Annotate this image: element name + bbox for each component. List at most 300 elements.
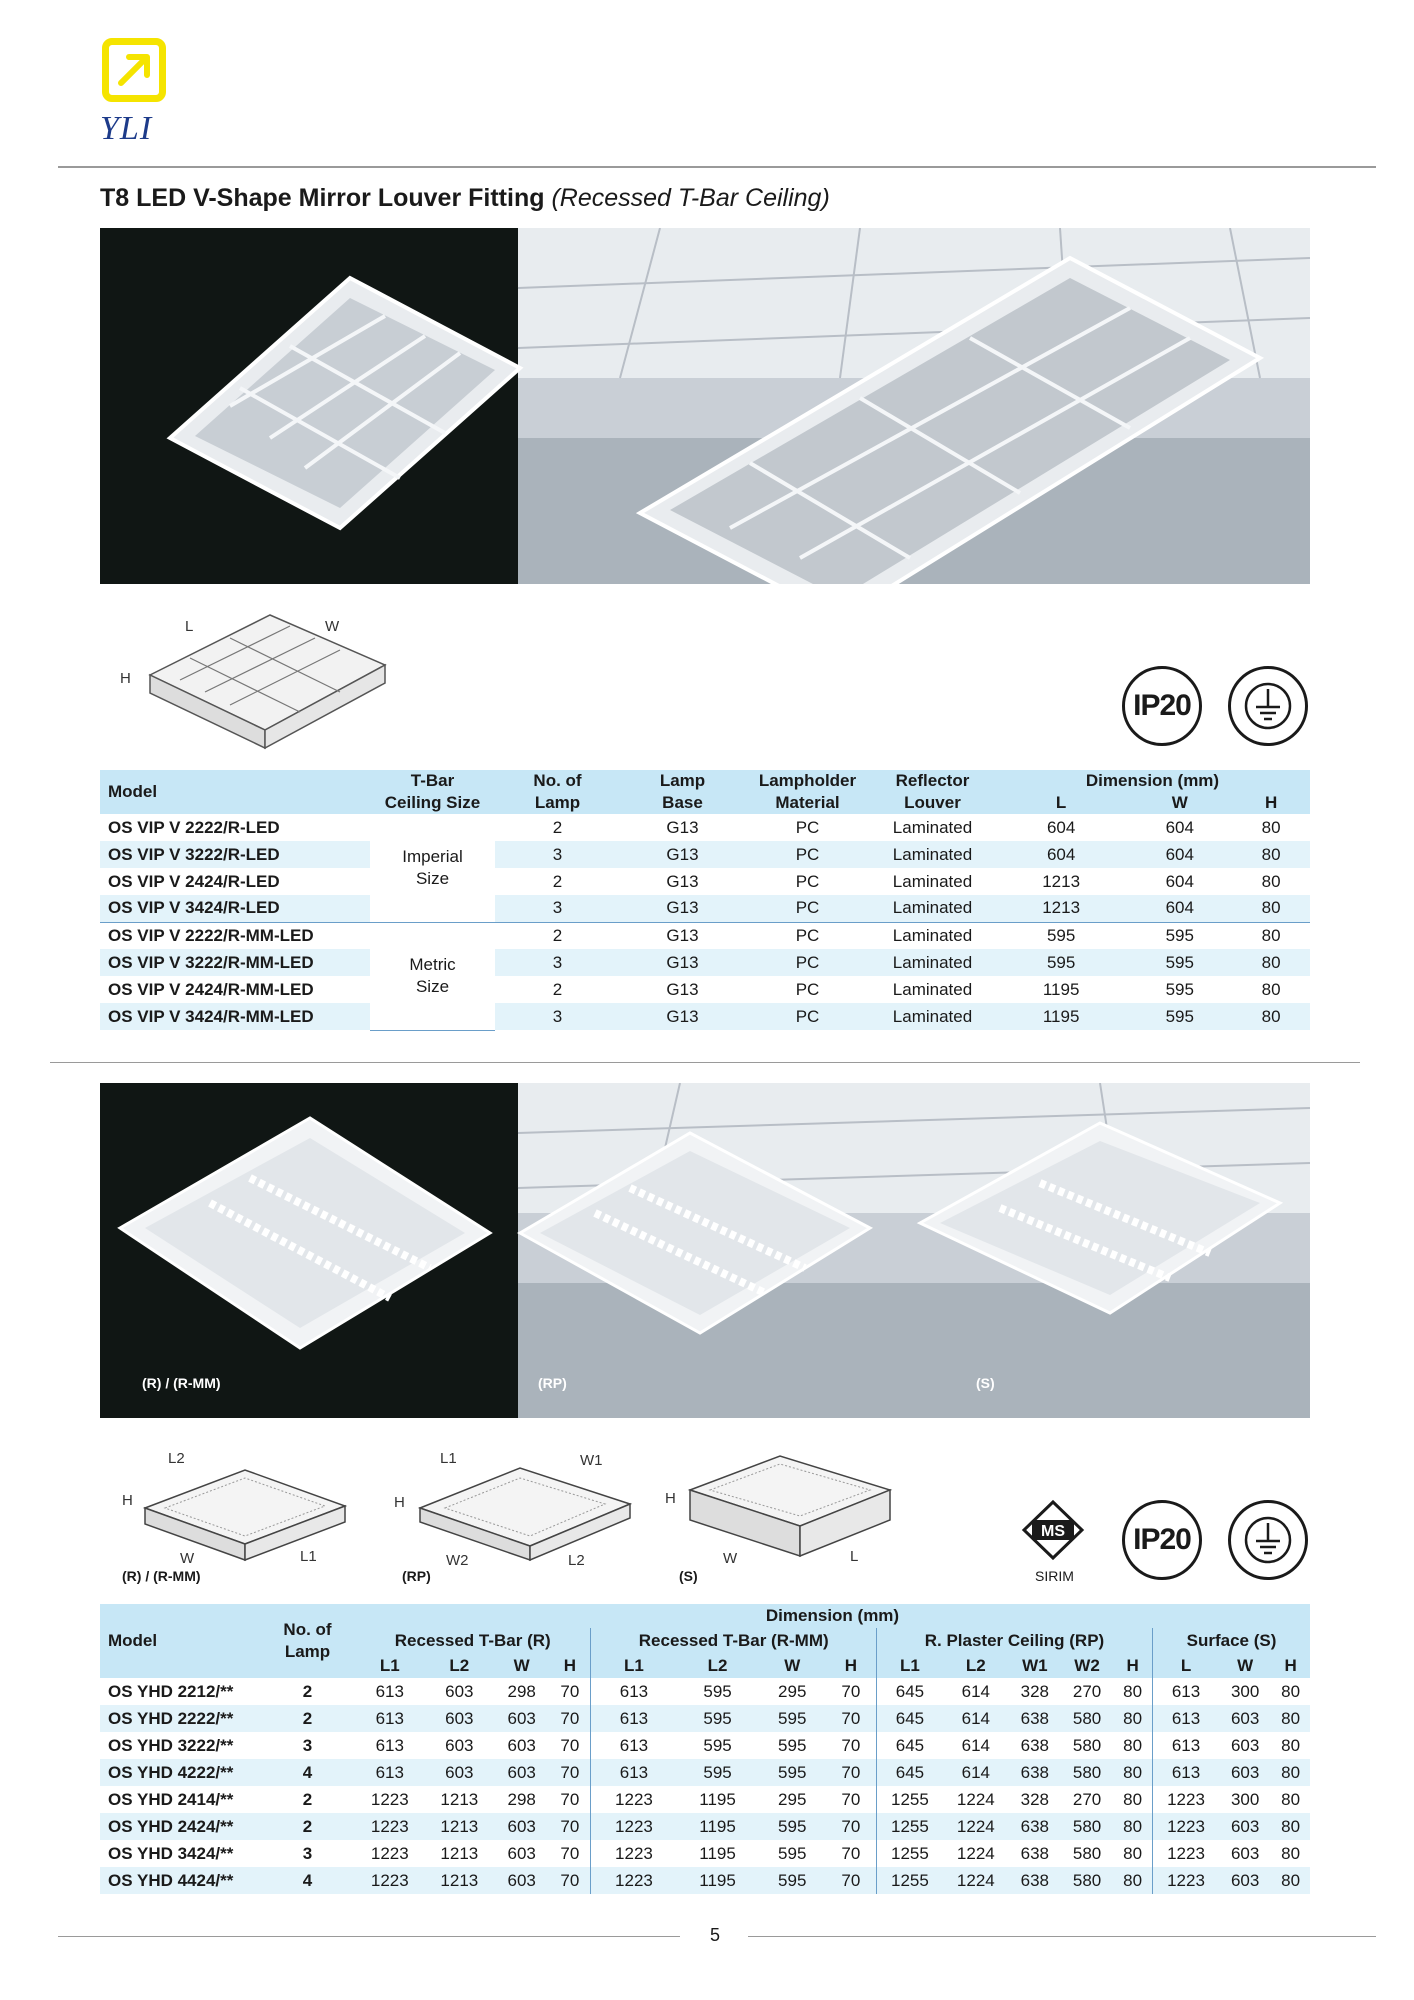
- cell-model: OS YHD 2414/**: [108, 1789, 234, 1809]
- table-row: [100, 814, 1310, 841]
- table-row: [100, 1678, 1310, 1705]
- photo-label-r: (R) / (R-MM): [142, 1375, 221, 1391]
- title-main: T8 LED V-Shape Mirror Louver Fitting: [100, 184, 545, 212]
- cell-rmm-1: 1195: [699, 1789, 736, 1809]
- cell-rp-3: 270: [1072, 1681, 1102, 1701]
- cell-lampholder: PC: [795, 817, 820, 837]
- th2-s-l: L: [1153, 1654, 1220, 1678]
- cell-r-2: 298: [507, 1789, 536, 1809]
- diagram-rp-label-h: H: [394, 1494, 405, 1511]
- cell-r-3: 70: [549, 1813, 591, 1840]
- footer-divider-left: [58, 1936, 680, 1937]
- cell-s-2: 80: [1281, 1843, 1301, 1863]
- cell-rmm-1: 1195: [699, 1843, 736, 1863]
- cell-r-1: 603: [445, 1735, 474, 1755]
- cell-model: OS VIP V 2222/R-MM-LED: [100, 922, 370, 949]
- th2-plaster-rp: R. Plaster Ceiling (RP): [876, 1628, 1152, 1654]
- cell-rmm-2: 595: [778, 1843, 807, 1863]
- cell-r-2: 603: [494, 1759, 549, 1786]
- table-row: [100, 1867, 1310, 1894]
- cell-s-2: 80: [1281, 1789, 1301, 1809]
- cell-r-0: 613: [355, 1759, 425, 1786]
- th2-dimension: Dimension (mm): [355, 1604, 1310, 1628]
- cell-model: OS VIP V 3222/R-MM-LED: [100, 949, 370, 976]
- th2-recessed-rmm: Recessed T-Bar (R-MM): [591, 1628, 876, 1654]
- th2-r-h: H: [549, 1654, 591, 1678]
- cell-dim-l: 604: [1046, 817, 1076, 837]
- cell-rmm-2: 295: [778, 1789, 807, 1809]
- ms-sirim-icon: [1018, 1498, 1088, 1568]
- earth-ground-icon: [1228, 666, 1308, 746]
- louver-dimension-diagram: [120, 610, 400, 760]
- cell-rp-4: 80: [1113, 1705, 1152, 1732]
- cell-rp-3: 580: [1061, 1759, 1113, 1786]
- cell-lamp-base: G13: [620, 922, 745, 949]
- th-w: W: [1127, 792, 1232, 814]
- table-row: [100, 976, 1310, 1003]
- cell-dim-l: 595: [995, 922, 1127, 949]
- cell-rp-4: 80: [1123, 1735, 1143, 1755]
- cell-lampholder: PC: [795, 871, 820, 891]
- diagram-r-label-l1: L1: [300, 1548, 317, 1565]
- cell-dim-l: 1213: [995, 895, 1127, 922]
- th2-model: Model: [100, 1604, 260, 1678]
- cell-lampholder: PC: [745, 1003, 870, 1030]
- cell-dim-l: 604: [995, 841, 1127, 868]
- cell-rmm-0: 1223: [591, 1840, 676, 1867]
- cell-no-of-lamp: 2: [302, 1681, 313, 1701]
- product-photo-diffuser: [100, 1083, 1310, 1418]
- diagram-recessed-r: [100, 1448, 350, 1588]
- cell-model: OS VIP V 3424/R-LED: [100, 895, 370, 922]
- cell-rp-0: 1255: [876, 1840, 943, 1867]
- th2-s-h: H: [1271, 1654, 1310, 1678]
- cell-rp-4: 80: [1113, 1867, 1152, 1894]
- diffuser-spec-table: [100, 1604, 1310, 1894]
- cell-dim-w: 595: [1165, 979, 1194, 999]
- diagram-rp-label-w1: W1: [580, 1452, 603, 1469]
- table-row: [100, 868, 1310, 895]
- cell-reflector: Laminated: [892, 817, 973, 837]
- cell-rmm-0: 1223: [591, 1786, 676, 1813]
- table-row: [100, 1840, 1310, 1867]
- cell-dim-w: 604: [1165, 871, 1194, 891]
- cell-rmm-3: 70: [826, 1759, 877, 1786]
- diagram-plaster-rp: [390, 1448, 640, 1588]
- cell-r-1: 603: [425, 1759, 495, 1786]
- cell-rp-4: 80: [1113, 1813, 1152, 1840]
- cell-model: OS YHD 3222/**: [108, 1735, 234, 1755]
- table-row: [100, 949, 1310, 976]
- table-row: [100, 1003, 1310, 1030]
- cell-s-1: 300: [1230, 1681, 1260, 1701]
- cell-model: OS YHD 4222/**: [100, 1759, 260, 1786]
- cell-s-1: 603: [1230, 1735, 1260, 1755]
- cell-lamp-base: G13: [620, 949, 745, 976]
- cell-no-of-lamp: 3: [495, 841, 620, 868]
- cell-s-0: 1223: [1153, 1813, 1220, 1840]
- cell-no-of-lamp: 3: [495, 895, 620, 922]
- section-divider: [50, 1062, 1360, 1063]
- cell-rmm-0: 1223: [591, 1867, 676, 1894]
- cell-rp-0: 645: [876, 1759, 943, 1786]
- footer-divider-right: [748, 1936, 1376, 1937]
- cell-dim-h: 80: [1261, 817, 1281, 837]
- cell-dim-w: 604: [1127, 895, 1232, 922]
- cell-rp-2: 328: [1020, 1789, 1050, 1809]
- ip20-badge-2: IP20: [1122, 1500, 1202, 1580]
- table-row: [100, 1786, 1310, 1813]
- cell-s-2: 80: [1271, 1867, 1310, 1894]
- cell-rmm-0: 1223: [591, 1813, 676, 1840]
- th2-rp-l1: L1: [876, 1654, 943, 1678]
- cell-dim-h: 80: [1232, 949, 1310, 976]
- cell-no-of-lamp: 2: [552, 871, 563, 891]
- cell-rp-2: 638: [1020, 1735, 1050, 1755]
- cell-s-0: 613: [1153, 1732, 1220, 1759]
- cell-reflector: Laminated: [870, 841, 995, 868]
- cell-rp-1: 614: [961, 1735, 991, 1755]
- cell-no-of-lamp: 4: [260, 1867, 355, 1894]
- cell-rp-4: 80: [1113, 1759, 1152, 1786]
- cell-model: OS VIP V 2424/R-LED: [108, 871, 280, 891]
- cell-r-2: 603: [507, 1843, 536, 1863]
- cell-r-3: 70: [560, 1789, 580, 1809]
- cell-lamp-base: G13: [666, 979, 699, 999]
- cell-rmm-3: 70: [841, 1789, 861, 1809]
- cell-rmm-2: 295: [778, 1681, 807, 1701]
- cell-rmm-3: 70: [826, 1813, 877, 1840]
- photo-label-s: (S): [976, 1375, 995, 1391]
- table-row: [100, 1813, 1310, 1840]
- th-h: H: [1232, 792, 1310, 814]
- cell-rmm-3: 70: [841, 1735, 861, 1755]
- th2-rp-w2: W2: [1061, 1654, 1113, 1678]
- cell-r-0: 613: [375, 1681, 404, 1701]
- diagram-label-w: W: [325, 618, 340, 635]
- cell-model: OS VIP V 2424/R-MM-LED: [108, 979, 314, 999]
- cell-model: OS YHD 3424/**: [108, 1843, 234, 1863]
- cell-rp-3: 580: [1072, 1843, 1102, 1863]
- cell-dim-h: 80: [1232, 841, 1310, 868]
- cell-rp-3: 270: [1072, 1789, 1102, 1809]
- cell-no-of-lamp: 2: [302, 1789, 313, 1809]
- cell-rp-3: 580: [1072, 1735, 1102, 1755]
- th-l: L: [995, 792, 1127, 814]
- table-row: [100, 922, 1310, 949]
- cell-no-of-lamp: 3: [302, 1735, 313, 1755]
- cell-s-2: 80: [1281, 1681, 1301, 1701]
- cell-r-3: 70: [549, 1705, 591, 1732]
- cell-rmm-3: 70: [826, 1705, 877, 1732]
- diagram-surface-s: [665, 1448, 915, 1588]
- cell-no-of-lamp: 2: [260, 1705, 355, 1732]
- cell-s-2: 80: [1271, 1705, 1310, 1732]
- cell-rmm-2: 595: [778, 1735, 807, 1755]
- cell-r-1: 1213: [440, 1843, 479, 1863]
- cell-rmm-2: 595: [759, 1813, 826, 1840]
- cell-rmm-3: 70: [841, 1843, 861, 1863]
- cell-ceiling-size: Metric Size: [370, 922, 495, 1030]
- cell-r-1: 603: [425, 1705, 495, 1732]
- cell-dim-w: 595: [1127, 1003, 1232, 1030]
- ip20-badge: IP20: [1122, 666, 1202, 746]
- th2-r-w: W: [494, 1654, 549, 1678]
- cell-rp-1: 614: [943, 1759, 1009, 1786]
- cell-lamp-base: G13: [620, 895, 745, 922]
- cell-dim-h: 80: [1232, 922, 1310, 949]
- cell-dim-h: 80: [1232, 895, 1310, 922]
- cell-model: OS VIP V 2222/R-LED: [108, 817, 280, 837]
- cell-dim-w: 604: [1165, 817, 1194, 837]
- cell-dim-l: 595: [995, 949, 1127, 976]
- cell-rp-1: 1224: [943, 1867, 1009, 1894]
- cell-reflector: Laminated: [892, 871, 973, 891]
- cell-r-2: 603: [494, 1867, 549, 1894]
- th2-surface-s: Surface (S): [1153, 1628, 1310, 1654]
- cell-dim-l: 1195: [1042, 979, 1080, 999]
- cell-r-0: 1223: [355, 1813, 425, 1840]
- cell-r-3: 70: [549, 1759, 591, 1786]
- cell-lampholder: PC: [795, 979, 820, 999]
- cell-dim-h: 80: [1261, 871, 1281, 891]
- cell-rp-2: 638: [1020, 1843, 1050, 1863]
- cell-r-2: 298: [507, 1681, 536, 1701]
- cell-r-0: 1223: [370, 1789, 409, 1809]
- cell-lamp-base: G13: [620, 1003, 745, 1030]
- diagram-rp-label-w2: W2: [446, 1552, 469, 1569]
- cell-r-0: 613: [375, 1735, 404, 1755]
- cell-no-of-lamp: 4: [260, 1759, 355, 1786]
- cell-s-1: 603: [1219, 1705, 1271, 1732]
- cell-reflector: Laminated: [870, 895, 995, 922]
- cell-model: OS YHD 4424/**: [100, 1867, 260, 1894]
- diagram-r-label-l2: L2: [168, 1450, 185, 1467]
- cell-r-3: 70: [560, 1681, 580, 1701]
- th2-recessed-r: Recessed T-Bar (R): [355, 1628, 591, 1654]
- th2-r-l1: L1: [355, 1654, 425, 1678]
- cell-s-1: 300: [1230, 1789, 1260, 1809]
- diagram-s-label-h: H: [665, 1490, 676, 1507]
- cell-model: OS YHD 2222/**: [100, 1705, 260, 1732]
- cell-rmm-1: 595: [703, 1735, 732, 1755]
- diagram-label-h: H: [120, 670, 131, 687]
- cell-r-2: 603: [494, 1813, 549, 1840]
- cell-dim-w: 604: [1127, 841, 1232, 868]
- cell-rp-3: 580: [1061, 1705, 1113, 1732]
- cell-rmm-0: 613: [591, 1705, 676, 1732]
- cell-rp-0: 645: [876, 1705, 943, 1732]
- cell-r-1: 1213: [425, 1867, 495, 1894]
- cell-lamp-base: G13: [620, 841, 745, 868]
- cell-dim-h: 80: [1232, 1003, 1310, 1030]
- th-lamp-base: Lamp Base: [620, 770, 745, 814]
- cell-s-1: 603: [1219, 1867, 1271, 1894]
- page-title: [100, 184, 830, 213]
- cell-rp-3: 580: [1061, 1867, 1113, 1894]
- cell-model: OS VIP V 3222/R-LED: [100, 841, 370, 868]
- cell-s-0: 613: [1153, 1705, 1220, 1732]
- cell-r-3: 70: [560, 1843, 580, 1863]
- cell-lampholder: PC: [745, 895, 870, 922]
- earth-ground-icon-2: [1228, 1500, 1308, 1580]
- cell-dim-w: 595: [1127, 922, 1232, 949]
- cell-dim-h: 80: [1261, 979, 1281, 999]
- table-row: [100, 1732, 1310, 1759]
- cell-rmm-1: 595: [676, 1759, 758, 1786]
- photo-label-rp: (RP): [538, 1375, 567, 1391]
- diagram-s-label-w: W: [723, 1550, 738, 1567]
- cell-s-2: 80: [1281, 1735, 1301, 1755]
- cell-rp-3: 580: [1061, 1813, 1113, 1840]
- cell-no-of-lamp: 2: [552, 817, 563, 837]
- cell-s-0: 1223: [1153, 1786, 1220, 1813]
- cell-rmm-0: 613: [591, 1759, 676, 1786]
- th-ceiling-size: T-Bar Ceiling Size: [370, 770, 495, 814]
- cell-rp-2: 638: [1009, 1705, 1061, 1732]
- cell-r-3: 70: [560, 1735, 580, 1755]
- cell-rp-4: 80: [1123, 1843, 1143, 1863]
- cell-s-1: 603: [1219, 1759, 1271, 1786]
- th2-r-l2: L2: [425, 1654, 495, 1678]
- th2-rmm-l2: L2: [676, 1654, 758, 1678]
- cell-s-0: 1223: [1153, 1867, 1220, 1894]
- cell-dim-w: 595: [1127, 949, 1232, 976]
- table-row: [100, 1705, 1310, 1732]
- cell-rmm-1: 595: [676, 1705, 758, 1732]
- diagram-s-label-l: L: [850, 1548, 859, 1565]
- cell-rmm-2: 595: [759, 1759, 826, 1786]
- cell-rmm-1: 1195: [676, 1813, 758, 1840]
- cell-rp-2: 638: [1009, 1867, 1061, 1894]
- arrow-logo-icon: [102, 38, 166, 102]
- cell-rp-0: 1255: [876, 1867, 943, 1894]
- cell-no-of-lamp: 2: [552, 979, 563, 999]
- diagram-s-caption: (S): [679, 1568, 698, 1584]
- brand-name: YLI: [100, 110, 153, 147]
- cell-rp-0: 1255: [876, 1813, 943, 1840]
- cell-r-3: 70: [549, 1867, 591, 1894]
- th2-s-w: W: [1219, 1654, 1271, 1678]
- diagram-rp-label-l1: L1: [440, 1450, 457, 1467]
- cell-s-1: 603: [1219, 1813, 1271, 1840]
- cell-r-1: 1213: [425, 1813, 495, 1840]
- cell-s-1: 603: [1230, 1843, 1260, 1863]
- page-number: 5: [709, 1925, 720, 1945]
- cell-ceiling-size: Imperial Size: [370, 814, 495, 922]
- cell-rmm-0: 613: [591, 1678, 676, 1705]
- th-dimension: Dimension (mm): [995, 770, 1310, 792]
- cell-r-0: 1223: [355, 1867, 425, 1894]
- cell-lampholder: PC: [745, 922, 870, 949]
- cell-s-2: 80: [1271, 1813, 1310, 1840]
- cell-no-of-lamp: 3: [495, 949, 620, 976]
- diagram-rp-label-l2: L2: [568, 1552, 585, 1569]
- table-row: [100, 1759, 1310, 1786]
- cell-model: OS YHD 2212/**: [108, 1681, 234, 1701]
- cell-rp-1: 614: [961, 1681, 991, 1701]
- cell-r-1: 1213: [440, 1789, 479, 1809]
- th2-rp-h: H: [1113, 1654, 1152, 1678]
- diagram-r-label-w: W: [180, 1550, 195, 1567]
- ms-mark-text: MS: [1041, 1523, 1065, 1540]
- cell-no-of-lamp: 3: [495, 1003, 620, 1030]
- cell-r-0: 613: [355, 1705, 425, 1732]
- cell-model: OS VIP V 3424/R-MM-LED: [100, 1003, 370, 1030]
- cell-rmm-1: 1195: [676, 1867, 758, 1894]
- cell-rp-0: 1255: [876, 1786, 943, 1813]
- th2-rp-l2: L2: [943, 1654, 1009, 1678]
- cell-rp-1: 1224: [956, 1843, 995, 1863]
- cell-rmm-0: 613: [591, 1732, 676, 1759]
- cell-rp-0: 645: [876, 1732, 943, 1759]
- cell-rmm-2: 595: [759, 1867, 826, 1894]
- cell-rp-2: 328: [1020, 1681, 1050, 1701]
- cell-s-2: 80: [1271, 1759, 1310, 1786]
- cell-rp-2: 638: [1009, 1759, 1061, 1786]
- brand-logo: [100, 38, 170, 153]
- cell-model: OS YHD 2424/**: [100, 1813, 260, 1840]
- cell-s-0: 613: [1153, 1678, 1220, 1705]
- cell-r-2: 603: [507, 1735, 536, 1755]
- cell-dim-l: 1195: [995, 1003, 1127, 1030]
- cell-rp-0: 645: [876, 1678, 943, 1705]
- cell-rmm-1: 595: [703, 1681, 732, 1701]
- th2-rmm-l1: L1: [591, 1654, 676, 1678]
- cell-r-0: 1223: [370, 1843, 409, 1863]
- cell-rmm-2: 595: [759, 1705, 826, 1732]
- product-photo-louver: [100, 228, 1310, 584]
- title-subtitle: (Recessed T-Bar Ceiling): [551, 184, 830, 212]
- cell-rp-1: 1224: [956, 1789, 995, 1809]
- top-divider: [58, 166, 1376, 168]
- cell-lampholder: PC: [745, 841, 870, 868]
- diagram-r-caption: (R) / (R-MM): [122, 1568, 201, 1584]
- cell-r-2: 603: [494, 1705, 549, 1732]
- cell-reflector: Laminated: [870, 922, 995, 949]
- table-row: [100, 895, 1310, 922]
- cell-reflector: Laminated: [870, 949, 995, 976]
- th-lampholder: Lampholder Material: [745, 770, 870, 814]
- th2-rmm-w: W: [759, 1654, 826, 1678]
- cell-reflector: Laminated: [870, 1003, 995, 1030]
- louver-spec-table: [100, 770, 1310, 1031]
- cell-no-of-lamp: 2: [260, 1813, 355, 1840]
- table-row: [100, 841, 1310, 868]
- th2-rp-w1: W1: [1009, 1654, 1061, 1678]
- cell-rp-1: 1224: [943, 1813, 1009, 1840]
- cell-rmm-3: 70: [841, 1681, 861, 1701]
- diagram-label-l: L: [185, 618, 194, 635]
- cell-r-1: 603: [445, 1681, 474, 1701]
- cell-rp-4: 80: [1123, 1789, 1143, 1809]
- cell-rp-1: 614: [943, 1705, 1009, 1732]
- diagram-rp-caption: (RP): [402, 1568, 431, 1584]
- cell-rp-4: 80: [1123, 1681, 1143, 1701]
- cell-rp-2: 638: [1009, 1813, 1061, 1840]
- sirim-label: SIRIM: [1035, 1568, 1074, 1584]
- diagram-r-label-h: H: [122, 1492, 133, 1509]
- cell-dim-l: 1213: [1042, 871, 1081, 891]
- cell-no-of-lamp: 3: [302, 1843, 313, 1863]
- cell-lamp-base: G13: [666, 871, 699, 891]
- th2-rmm-h: H: [826, 1654, 877, 1678]
- cell-no-of-lamp: 2: [495, 922, 620, 949]
- cell-rmm-3: 70: [826, 1867, 877, 1894]
- cell-s-0: 613: [1153, 1759, 1220, 1786]
- cell-reflector: Laminated: [892, 979, 973, 999]
- cell-lamp-base: G13: [666, 817, 699, 837]
